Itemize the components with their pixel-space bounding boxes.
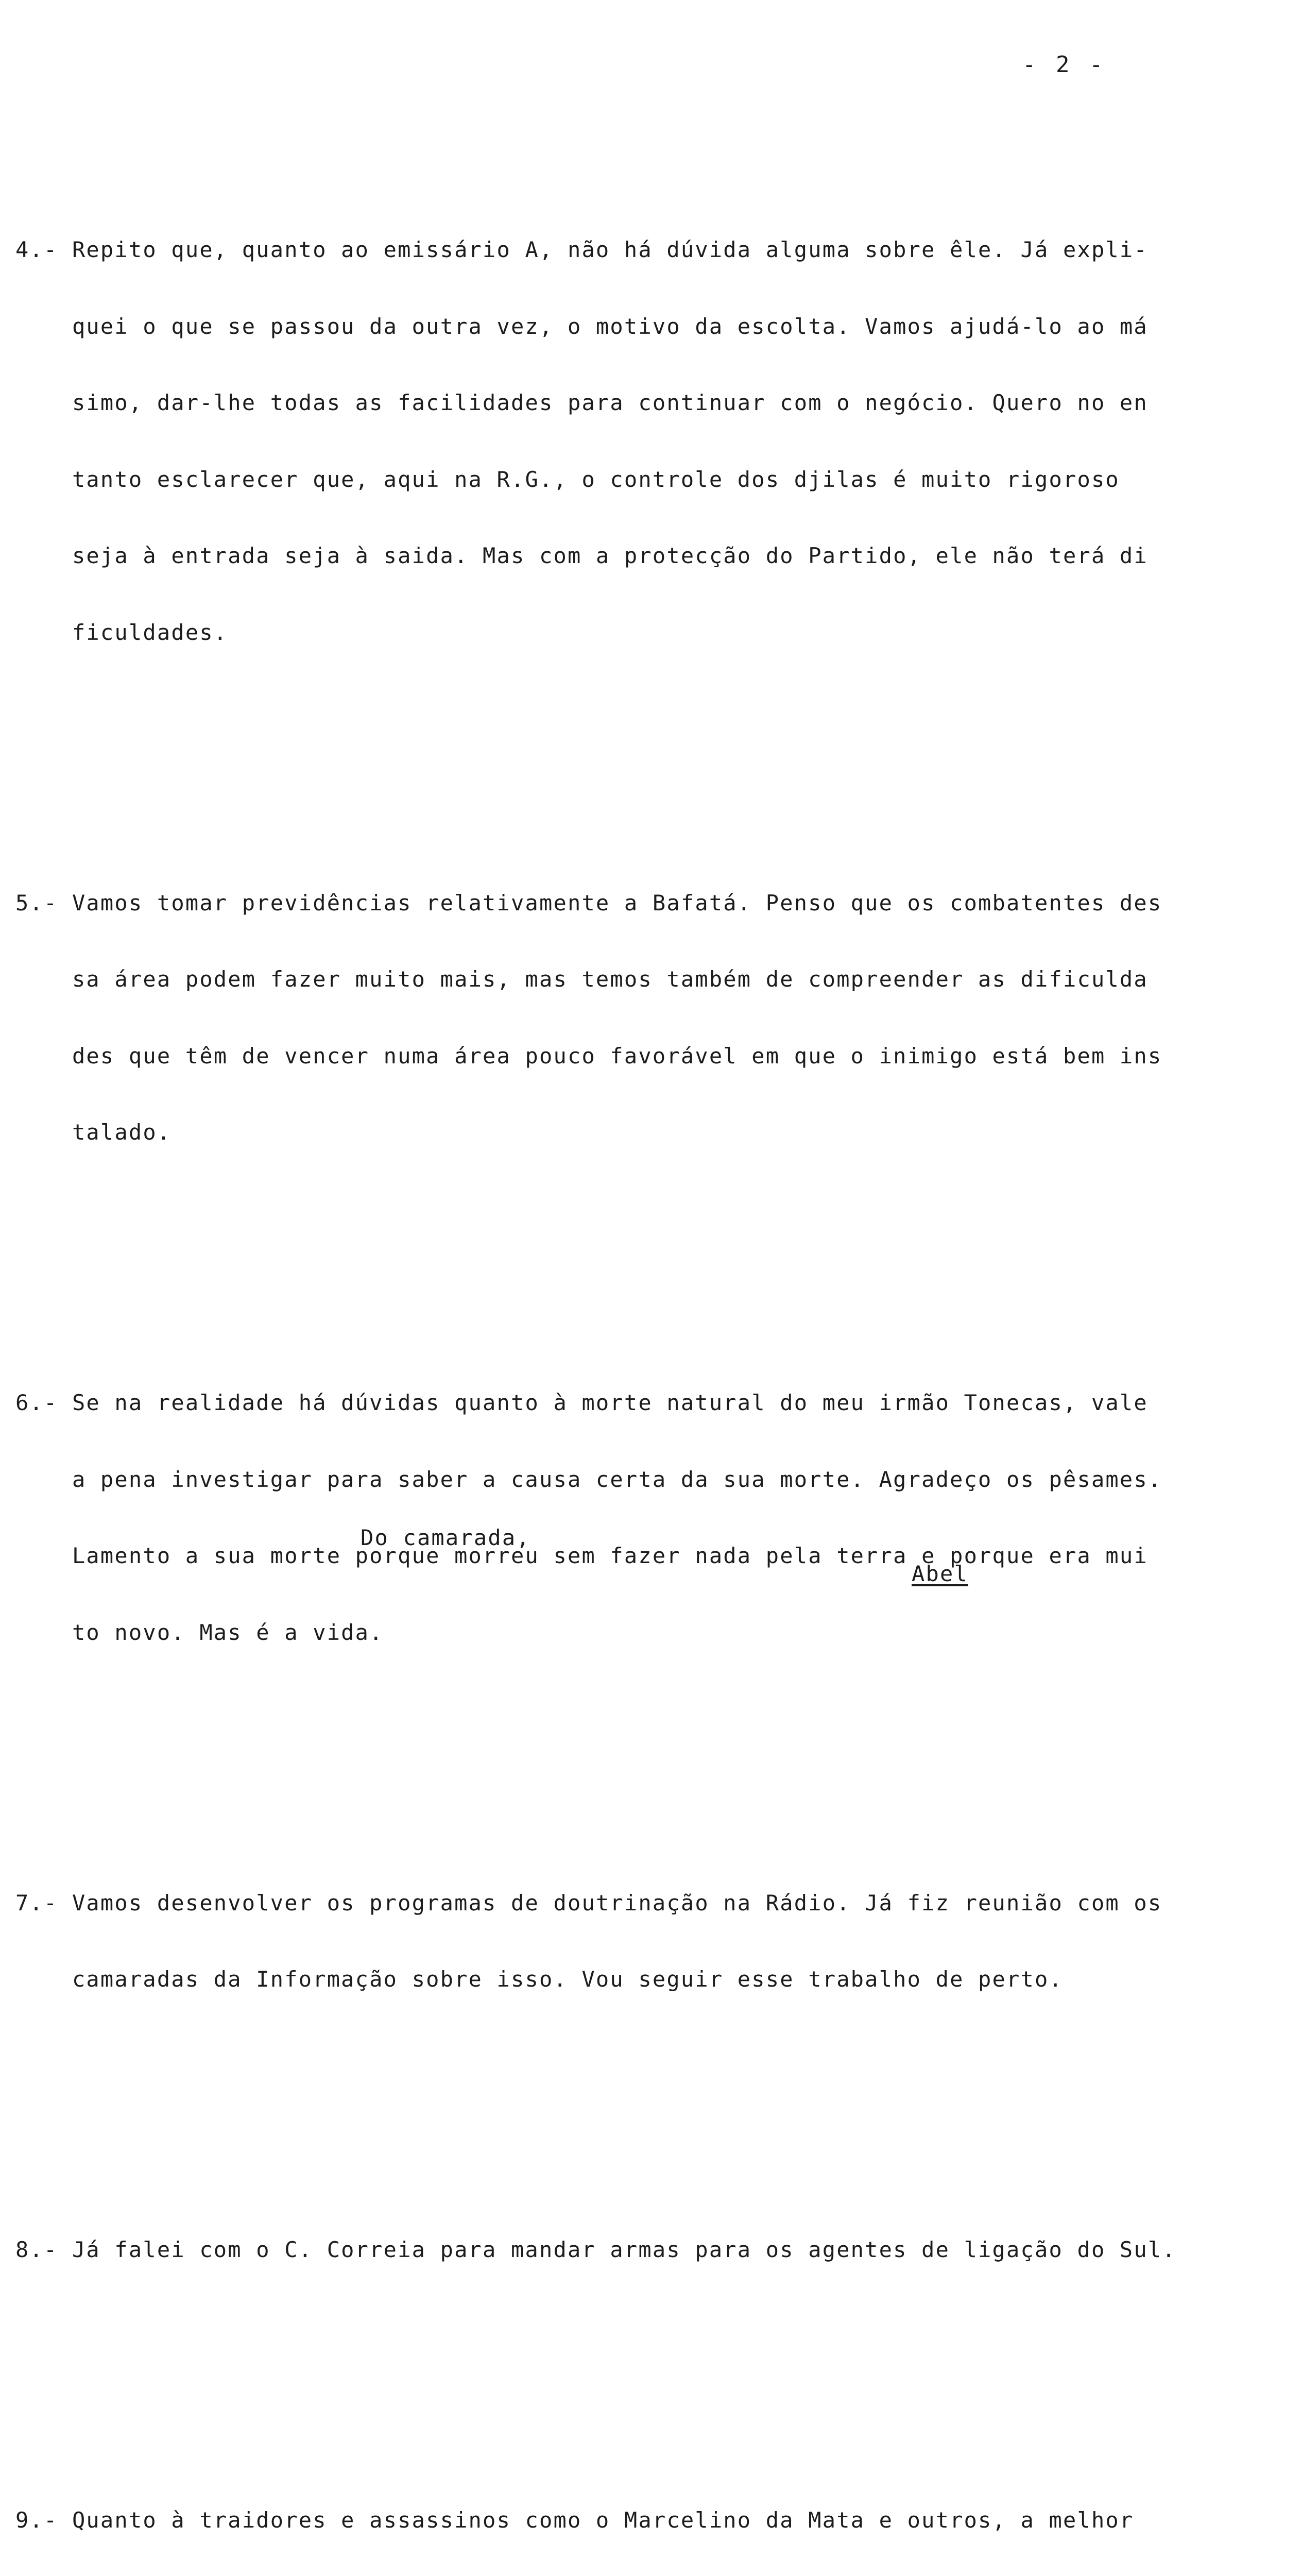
paragraph-gap	[15, 1247, 1262, 1263]
text-line: simo, dar-lhe todas as facilidades para continuar com o negócio. Quero no en	[15, 390, 1148, 415]
text-line: 8.- Já falei com o C. Correia para mandar armas para os agentes de ligação do Sul.	[15, 2237, 1176, 2262]
text-line: camaradas da Informação sobre isso. Vou seguir esse trabalho de perto.	[15, 1967, 1063, 1992]
text-line: talado.	[15, 1120, 172, 1145]
text-line: des que têm de vencer numa área pouco favorável em que o inimigo está bem ins	[15, 1043, 1162, 1069]
text-line: 6.- Se na realidade há dúvidas quanto à morte natural do meu irmão Tonecas, vale	[15, 1390, 1148, 1415]
paragraph-7	[15, 1839, 1262, 2043]
paragraph-8	[15, 2186, 1262, 2314]
paragraph-6	[15, 1339, 1262, 1696]
text-line: 4.- Repito que, quanto ao emissário A, não há dúvida alguma sobre êle. Já expli-	[15, 237, 1148, 262]
paragraph-4	[15, 186, 1262, 696]
paragraph-gap	[15, 1747, 1262, 1762]
text-line: seja à entrada seja à saida. Mas com a protecção do Partido, ele não terá di	[15, 543, 1148, 568]
letter-body	[15, 135, 1262, 2576]
text-line: sa área podem fazer muito mais, mas temos também de compreender as dificulda	[15, 967, 1148, 992]
text-line: Lamento a sua morte porque morreu sem fazer nada pela terra e porque era mui	[15, 1543, 1148, 1568]
paragraph-gap	[15, 747, 1262, 762]
text-line: quei o que se passou da outra vez, o motivo da escolta. Vamos ajudá-lo ao má	[15, 313, 1148, 339]
paragraph-5	[15, 839, 1262, 1196]
paragraph-9	[15, 2456, 1262, 2576]
closing-salutation: Do camarada,	[361, 1525, 530, 1550]
paragraph-gap	[15, 2094, 1262, 2110]
text-line: tanto esclarecer que, aqui na R.G., o controle dos djilas é muito rigoroso	[15, 466, 1120, 492]
paragraph-gap	[15, 2365, 1262, 2380]
text-line: a pena investigar para saber a causa certa da sua morte. Agradeço os pêsames.	[15, 1466, 1162, 1492]
text-line: 7.- Vamos desenvolver os programas de doutrinação na Rádio. Já fiz reunião com os	[15, 1890, 1162, 1916]
signature: Abel	[912, 1561, 968, 1586]
text-line: to novo. Mas é a vida.	[15, 1619, 384, 1645]
page-number: - 2 -	[1022, 52, 1106, 78]
text-line: 9.- Quanto à traidores e assassinos como o Marcelino da Mata e outros, a melhor	[15, 2507, 1134, 2533]
text-line: 5.- Vamos tomar previdências relativamente a Bafatá. Penso que os combatentes des	[15, 890, 1162, 916]
text-line: ficuldades.	[15, 619, 228, 645]
